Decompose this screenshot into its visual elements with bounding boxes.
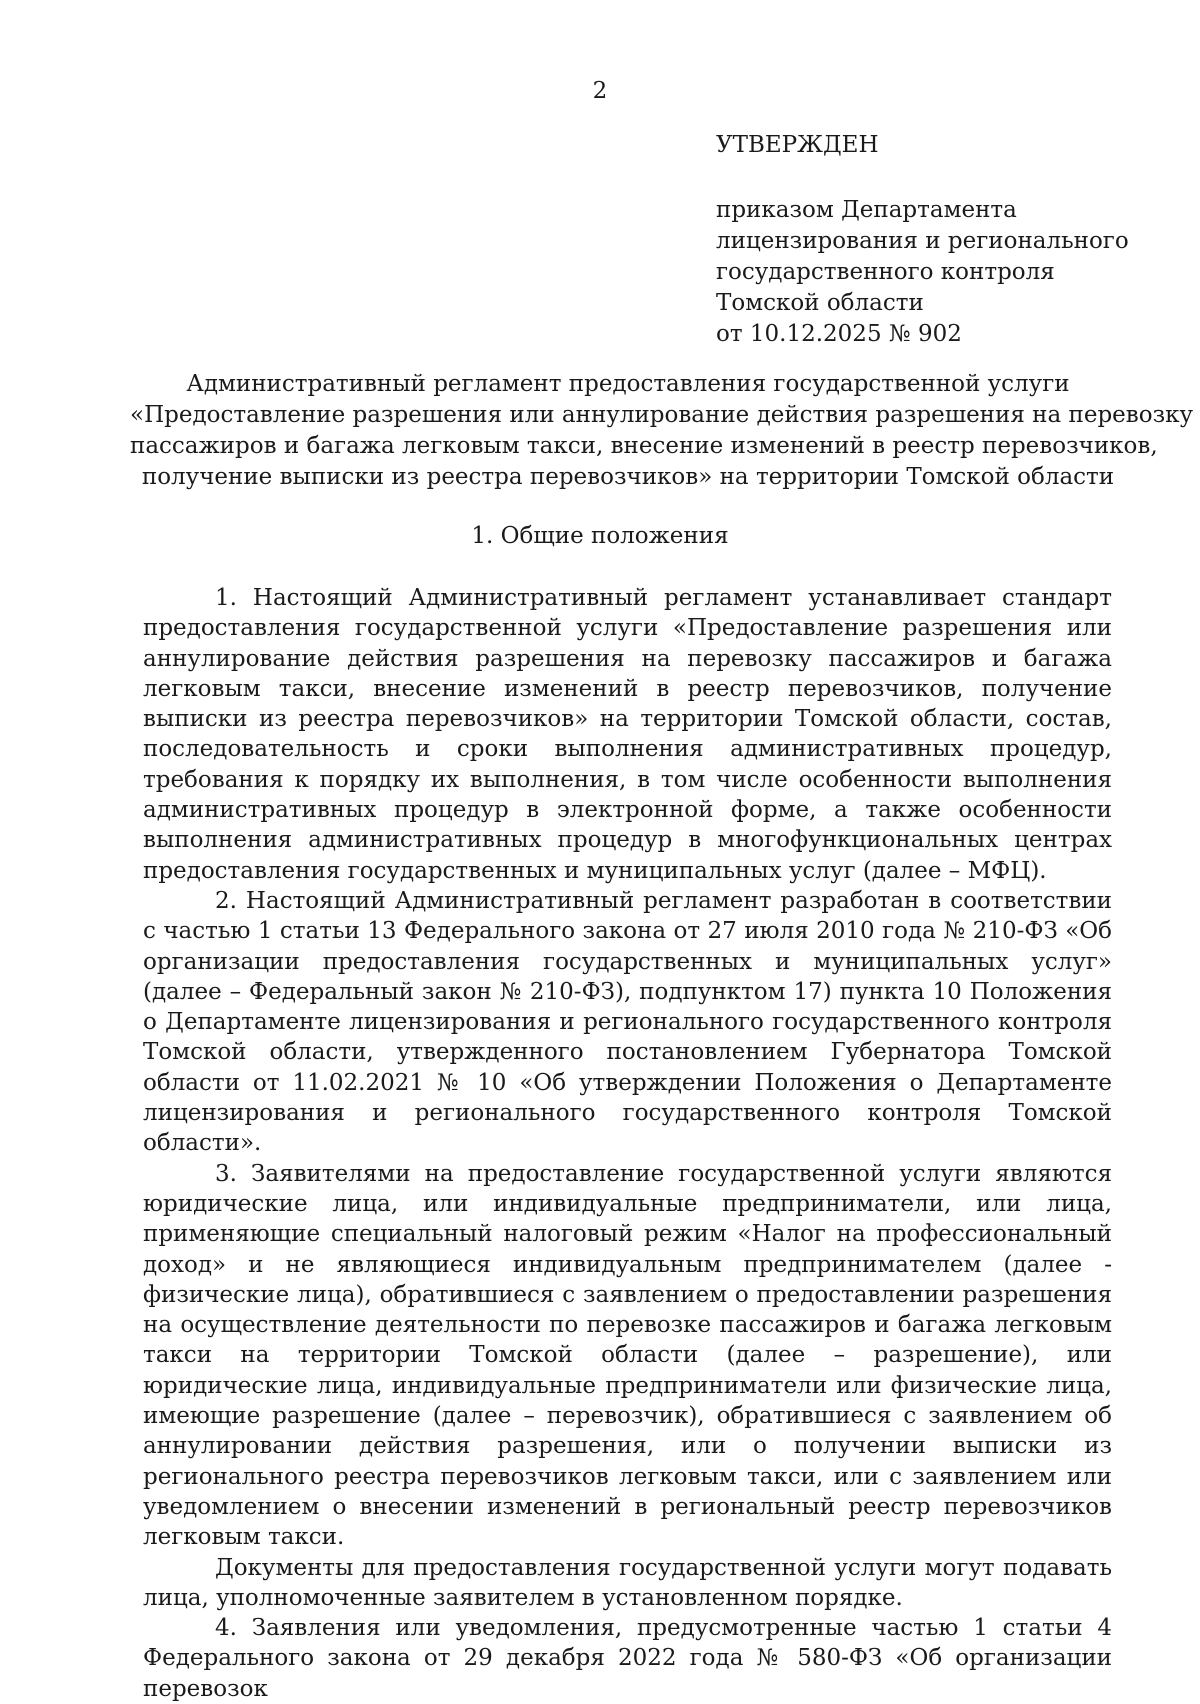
- approval-order-date-number: от 10.12.2025 № 902: [716, 321, 962, 347]
- title-line: получение выписки из реестра перевозчиков» на территории Томской области: [141, 464, 1115, 490]
- page-number: 2: [592, 78, 608, 104]
- approval-line: лицензирования и регионального: [716, 228, 1129, 254]
- paragraph-4: 4. Заявления или уведомления, предусмотренные частью 1 статьи 4 Федерального закона от 29 декабря 2022 года № 580-ФЗ «Об организации перевозок: [143, 1615, 1112, 1702]
- approval-line: государственного контроля: [716, 259, 1055, 285]
- title-line: «Предоставление разрешения или аннулирование действия разрешения на перевозку: [130, 402, 1194, 428]
- title-line: пассажиров и багажа легковым такси, внесение изменений в реестр перевозчиков,: [130, 433, 1158, 459]
- approved-heading: УТВЕРЖДЕН: [716, 132, 879, 158]
- approval-line: приказом Департамента: [716, 197, 1017, 223]
- title-line: Административный регламент предоставления государственной услуги: [186, 371, 1070, 397]
- approval-block: [716, 130, 1176, 350]
- section-heading: 1. Общие положения: [471, 523, 729, 549]
- paragraph-documents: Документы для предоставления государственной услуги могут подавать лица, уполномоченные заявителем в установленном порядке.: [143, 1554, 1112, 1611]
- document-title: [130, 369, 1194, 493]
- paragraph-2: 2. Настоящий Административный регламент разработан в соответствии с частью 1 статьи 13 Федерального закона от 27 июля 2010 года № 210-ФЗ «Об организации предоставления государственных и муниципальных услуг» (далее – Федеральный закон № 210-ФЗ), подпунктом 17) пункта 10 Положения о Департаменте лицензирования и регионального государственного контроля Томской области, утвержденного постановлением Губернатора Томской области от 11.02.2021 № 10 «Об утверждении Положения о Департаменте лицензирования и регионального государственного контроля Томской области».: [143, 887, 1112, 1157]
- approval-line: Томской области: [716, 290, 924, 316]
- paragraph-1: 1. Настоящий Административный регламент устанавливает стандарт предоставления государственной услуги «Предоставление разрешения или аннулирование действия разрешения на перевозку пассажиров и багажа легковым такси, внесение изменений в реестр перевозчиков, получение выписки из реестра перевозчиков» на территории Томской области, состав, последовательность и сроки выполнения административных процедур, требования к порядку их выполнения, в том числе особенности выполнения административных процедур в электронной форме, а также особенности выполнения административных процедур в многофункциональных центрах предоставления государственных и муниципальных услуг (далее – МФЦ).: [143, 585, 1112, 884]
- paragraph-3: 3. Заявителями на предоставление государственной услуги являются юридические лица, или индивидуальные предприниматели, или лица, применяющие специальный налоговый режим «Налог на профессиональный доход» и не являющиеся индивидуальным предпринимателем (далее - физические лица), обратившиеся с заявлением о предоставлении разрешения на осуществление деятельности по перевозке пассажиров и багажа легковым такси на территории Томской области (далее – разрешение), или юридические лица, индивидуальные предприниматели или физические лица, имеющие разрешение (далее – перевозчик), обратившиеся с заявлением об аннулировании действия разрешения, или о получении выписки из регионального реестра перевозчиков легковым такси, или с заявлением или уведомлением о внесении изменений в региональный реестр перевозчиков легковым такси.: [143, 1160, 1112, 1551]
- body-text: [143, 583, 1112, 1704]
